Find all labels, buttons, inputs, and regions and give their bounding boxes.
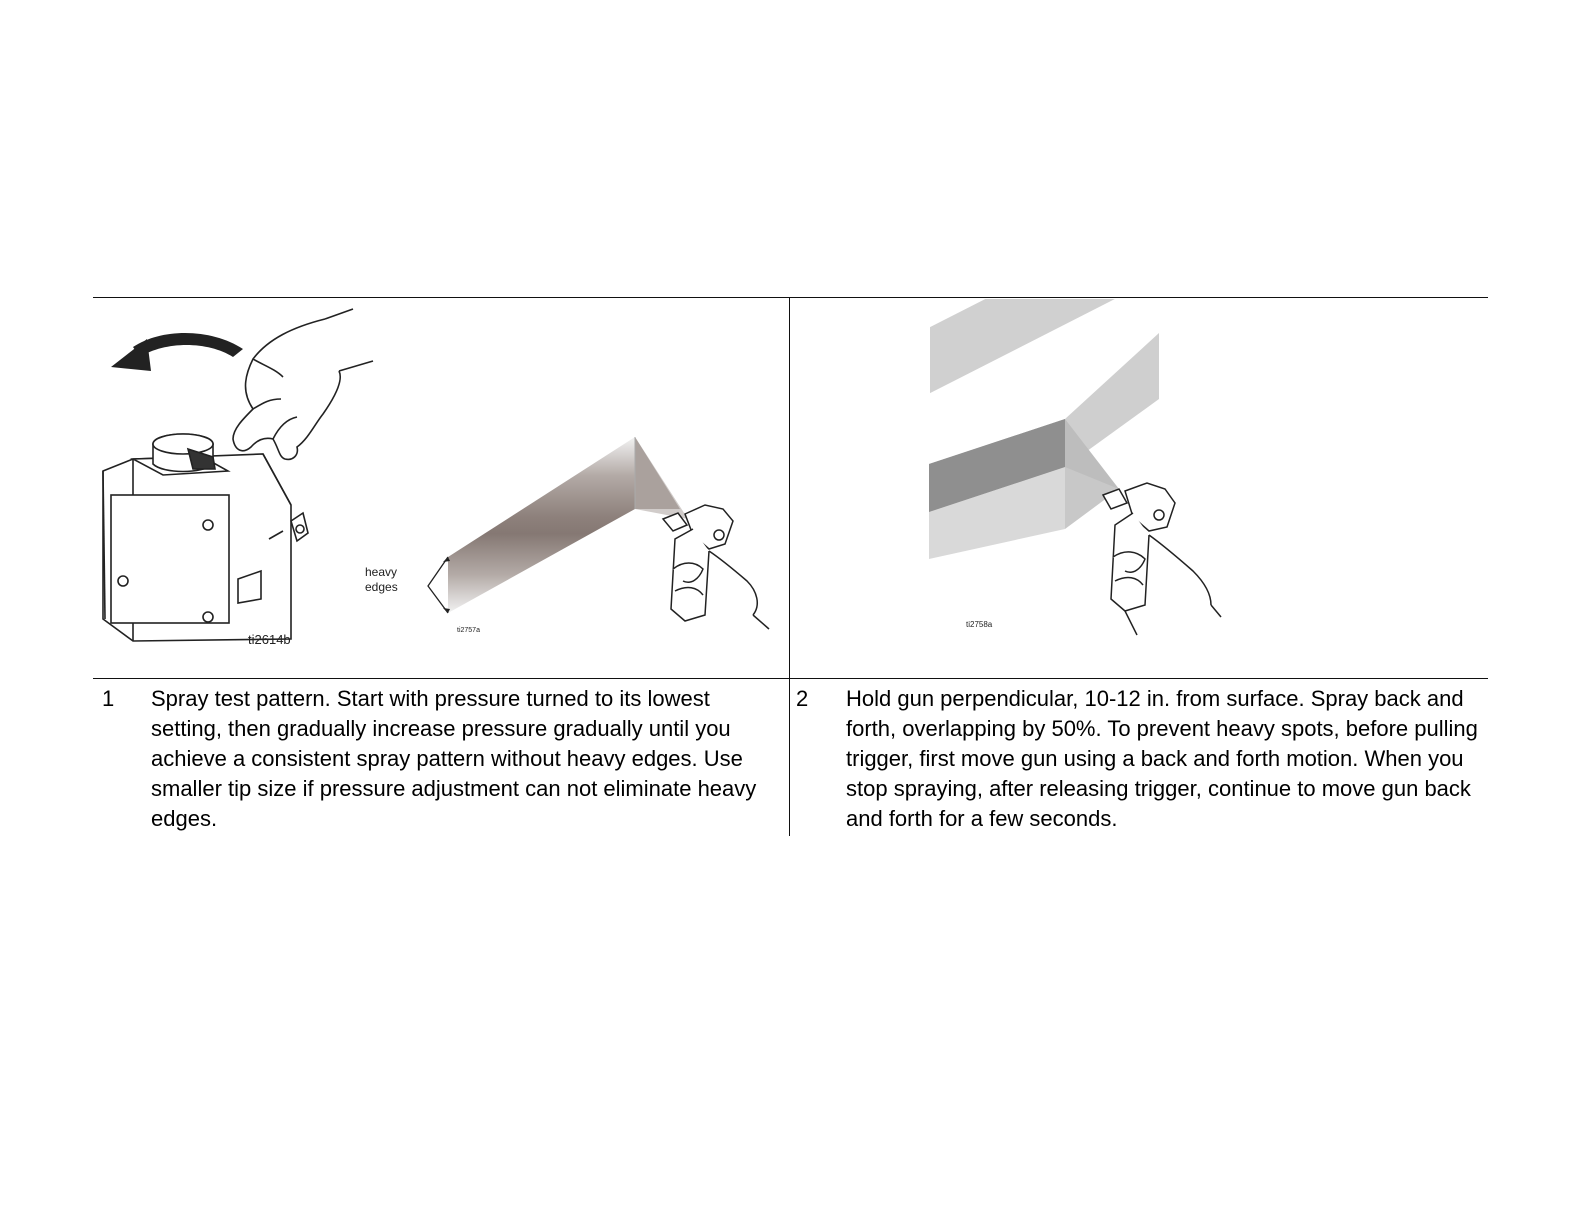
- spray-gun-icon: [1103, 483, 1221, 635]
- table-column-divider: [789, 297, 790, 836]
- step-text-2: Hold gun perpendicular, 10-12 in. from surface. Spray back and forth, overlapping by 50%. To prevent heavy spots, before pulling trigger, first move gun using a back and forth motion. When you stop spraying, after releasing trigger, continue to move gun back and forth for a few seconds.: [846, 686, 1478, 831]
- heavy-edges-label-line-1: heavy: [365, 565, 398, 579]
- figure-id-heavy-edges: ti2757a: [457, 627, 480, 634]
- heavy-edges-label-line-2: edges: [365, 580, 398, 594]
- table-top-rule: [93, 297, 1488, 298]
- spray-gun-icon: [663, 505, 769, 629]
- heavy-edges-pattern: [428, 437, 688, 613]
- figure-perpendicular-spray: [791, 299, 1488, 676]
- step-number-1: 1: [102, 686, 115, 711]
- figure-id-pressure-knob: ti2614b: [248, 632, 291, 647]
- table-middle-rule: [93, 678, 1488, 679]
- rotate-arrow-icon: [111, 333, 243, 371]
- figure-pressure-and-heavy-edges: [93, 299, 787, 676]
- figure-id-perpendicular: ti2758a: [966, 620, 993, 629]
- step-number-2: 2: [796, 686, 809, 711]
- step-text-1: Spray test pattern. Start with pressure turned to its lowest setting, then gradually increase pressure gradually until you achieve a consistent spray pattern without heavy edges. Use smaller tip size if pressure adjustment can not eliminate heavy edges.: [151, 686, 757, 831]
